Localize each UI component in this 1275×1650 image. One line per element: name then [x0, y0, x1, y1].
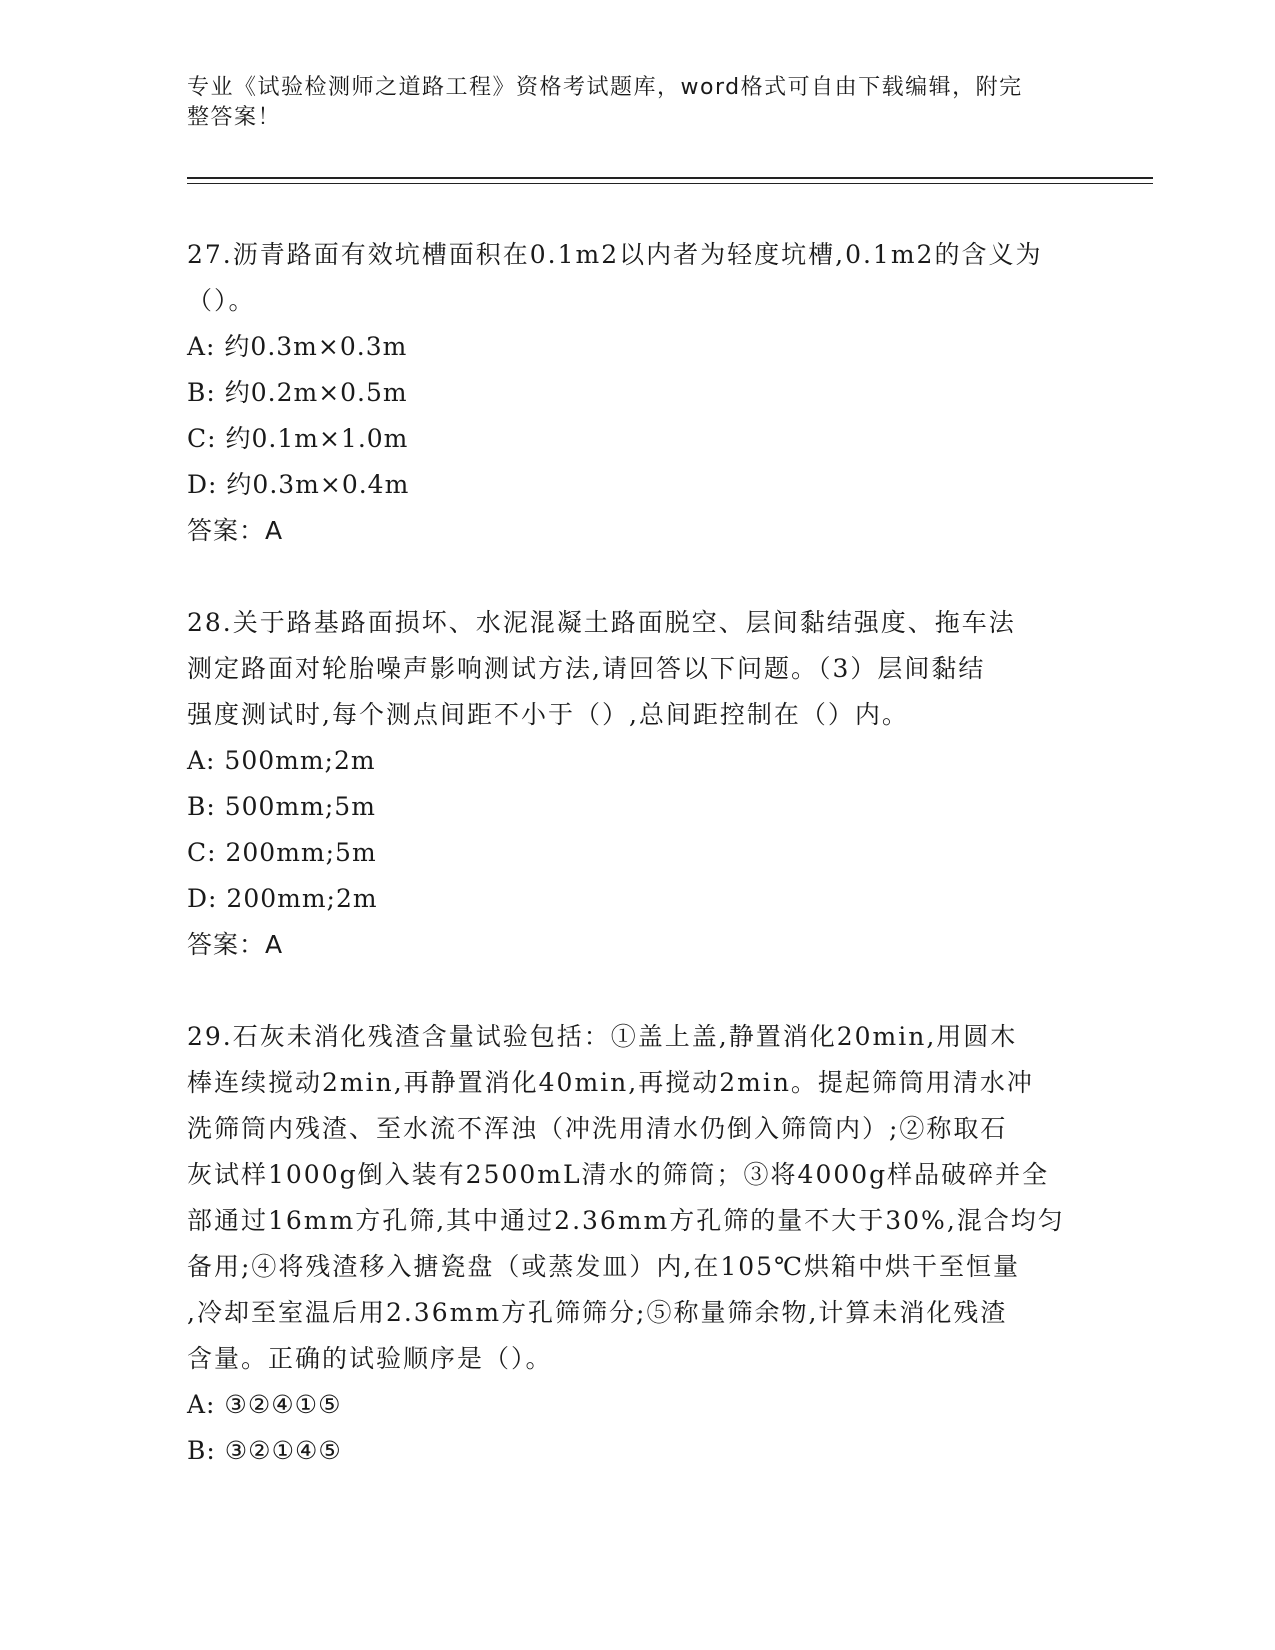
option-b: B: ③②①④⑤	[187, 1436, 342, 1465]
question-text-line: 部通过16mm方孔筛,其中通过2.36mm方孔筛的量不大于30%,混合均匀	[187, 1206, 1065, 1235]
question-27	[187, 232, 1087, 554]
question-text-line: （）。	[187, 286, 256, 315]
option-c: C: 200mm;5m	[187, 838, 377, 867]
question-text-line: 洗筛筒内残渣、至水流不浑浊（冲洗用清水仍倒入筛筒内）;②称取石	[187, 1114, 1008, 1143]
question-text-line: 灰试样1000g倒入装有2500mL清水的筛筒；③将4000g样品破碎并全	[187, 1160, 1050, 1189]
option-d: D: 约0.3m×0.4m	[187, 470, 410, 499]
header-line-2: 整答案！	[187, 105, 282, 130]
option-a: A: 约0.3m×0.3m	[187, 332, 408, 361]
option-a: A: ③②④①⑤	[187, 1390, 342, 1419]
option-c: C: 约0.1m×1.0m	[187, 424, 409, 453]
option-d: D: 200mm;2m	[187, 884, 378, 913]
question-text-line: 棒连续搅动2min,再静置消化40min,再搅动2min。提起筛筒用清水冲	[187, 1068, 1034, 1097]
question-list	[187, 232, 1087, 1520]
question-text-line: 含量。正确的试验顺序是（）。	[187, 1344, 553, 1373]
option-a: A: 500mm;2m	[187, 746, 376, 775]
document-header	[187, 73, 1087, 133]
option-b: B: 约0.2m×0.5m	[187, 378, 408, 407]
option-b: B: 500mm;5m	[187, 792, 376, 821]
header-line-1: 专业《试验检测师之道路工程》资格考试题库，word格式可自由下载编辑，附完	[187, 75, 1023, 100]
answer-label: 答案：A	[187, 516, 284, 545]
question-29	[187, 1014, 1087, 1474]
question-text-line: 强度测试时,每个测点间距不小于（）,总间距控制在（）内。	[187, 700, 909, 729]
question-text-line: 28.关于路基路面损坏、水泥混凝土路面脱空、层间黏结强度、拖车法	[187, 608, 1016, 637]
question-text-line: 备用;④将残渣移入搪瓷盘（或蒸发皿）内,在105℃烘箱中烘干至恒量	[187, 1252, 1021, 1281]
question-text-line: 29.石灰未消化残渣含量试验包括：①盖上盖,静置消化20min,用圆木	[187, 1022, 1018, 1051]
question-text-line: 测定路面对轮胎噪声影响测试方法,请回答以下问题。（3）层间黏结	[187, 654, 986, 683]
question-text-line: 27.沥青路面有效坑槽面积在0.1m2以内者为轻度坑槽,0.1m2的含义为	[187, 240, 1043, 269]
answer-label: 答案：A	[187, 930, 284, 959]
question-28	[187, 600, 1087, 968]
header-divider-thick	[187, 177, 1153, 179]
question-text-line: ,冷却至室温后用2.36mm方孔筛筛分;⑤称量筛余物,计算未消化残渣	[187, 1298, 1008, 1327]
header-divider-thin	[187, 183, 1153, 184]
